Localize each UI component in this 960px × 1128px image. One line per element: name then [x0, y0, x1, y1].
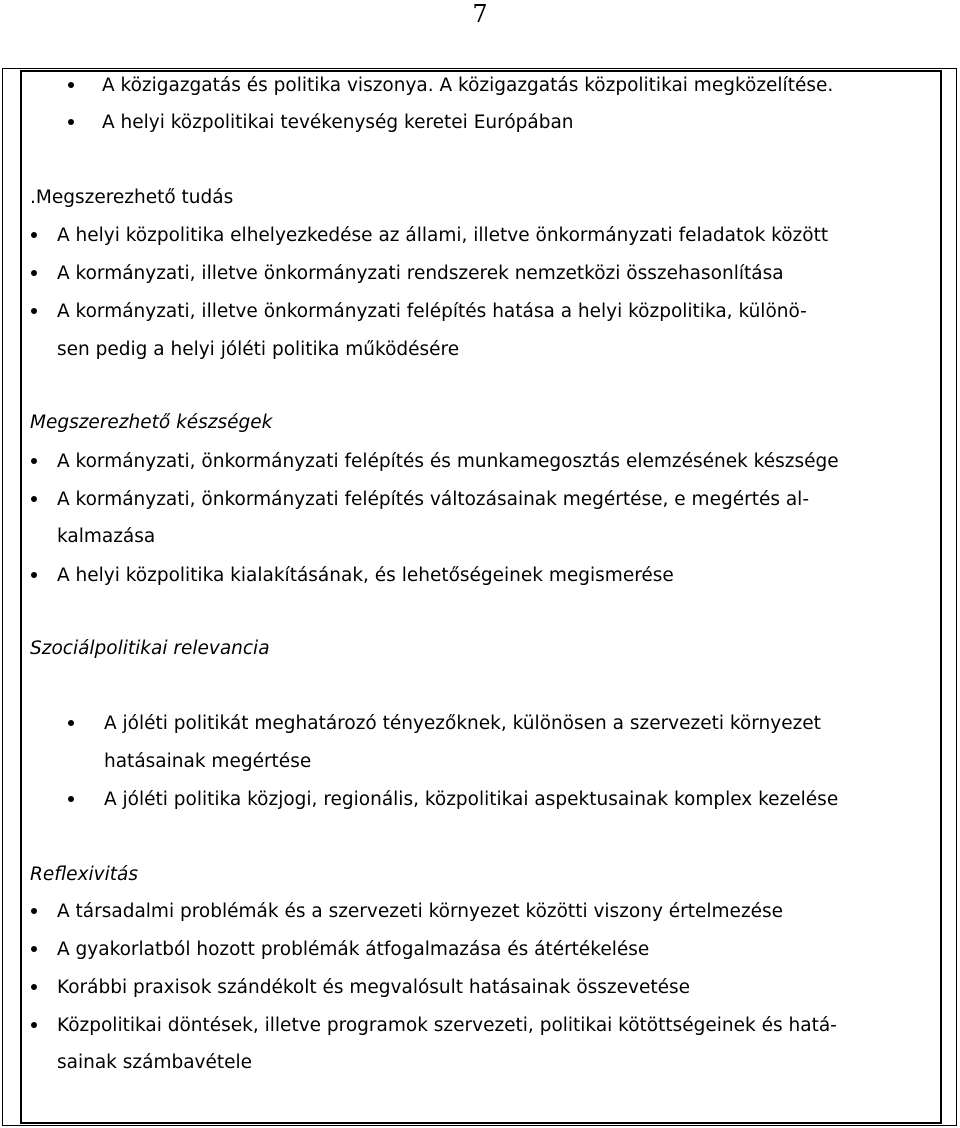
intro-item: A helyi közpolitikai tevékenység keretei Európában — [102, 112, 574, 133]
bullet-icon — [31, 270, 37, 276]
intro-item: A közigazgatás és politika viszonya. A közigazgatás közpolitikai megközelítése. — [102, 75, 834, 96]
bullet-icon — [68, 82, 74, 88]
reflexivity-item-continuation: sainak számbavétele — [57, 1052, 253, 1073]
reflexivity-item: A gyakorlatból hozott problémák átfogalmazása és átértékelése — [57, 939, 650, 960]
knowledge-heading: .Megszerezhető tudás — [30, 187, 234, 208]
bullet-icon — [31, 232, 37, 238]
page-number: 7 — [472, 0, 488, 28]
reflexivity-item: A társadalmi problémák és a szervezeti környezet közötti viszony értelmezése — [57, 901, 784, 922]
skills-item: A helyi közpolitika kialakításának, és lehetőségeinek megismerése — [57, 565, 674, 586]
social-policy-item: A jóléti politikát meghatározó tényezőknek, különösen a szervezeti környezet — [104, 713, 821, 734]
skills-item: A kormányzati, önkormányzati felépítés változásainak megértése, e megértés al- — [57, 489, 809, 510]
knowledge-item: A helyi közpolitika elhelyezkedése az állami, illetve önkormányzati feladatok között — [57, 225, 829, 246]
knowledge-item-continuation: sen pedig a helyi jóléti politika működésére — [57, 339, 460, 360]
bullet-icon — [31, 908, 37, 914]
reflexivity-item: Korábbi praxisok szándékolt és megvalósult hatásainak összevetése — [57, 977, 691, 998]
social-policy-heading: Szociálpolitikai relevancia — [30, 638, 270, 659]
bullet-icon — [68, 119, 74, 125]
bullet-icon — [68, 796, 74, 802]
bullet-icon — [31, 946, 37, 952]
bullet-icon — [31, 496, 37, 502]
knowledge-item: A kormányzati, illetve önkormányzati rendszerek nemzetközi összehasonlítása — [57, 263, 784, 284]
skills-item: A kormányzati, önkormányzati felépítés és munkamegosztás elemzésének készsége — [57, 451, 839, 472]
skills-item-continuation: kalmazása — [57, 526, 156, 547]
bullet-icon — [31, 458, 37, 464]
social-policy-item-continuation: hatásainak megértése — [104, 751, 312, 772]
bullet-icon — [31, 1022, 37, 1028]
reflexivity-heading: Reflexivitás — [30, 864, 138, 885]
social-policy-item: A jóléti politika közjogi, regionális, közpolitikai aspektusainak komplex kezelése — [104, 789, 839, 810]
bullet-icon — [31, 572, 37, 578]
bullet-icon — [31, 984, 37, 990]
bullet-icon — [68, 720, 74, 726]
skills-heading: Megszerezhető készségek — [30, 412, 273, 433]
reflexivity-item: Közpolitikai döntések, illetve programok szervezeti, politikai kötöttségeinek és hatá- — [57, 1015, 837, 1036]
knowledge-item: A kormányzati, illetve önkormányzati felépítés hatása a helyi közpolitika, különö- — [57, 301, 807, 322]
bullet-icon — [31, 308, 37, 314]
